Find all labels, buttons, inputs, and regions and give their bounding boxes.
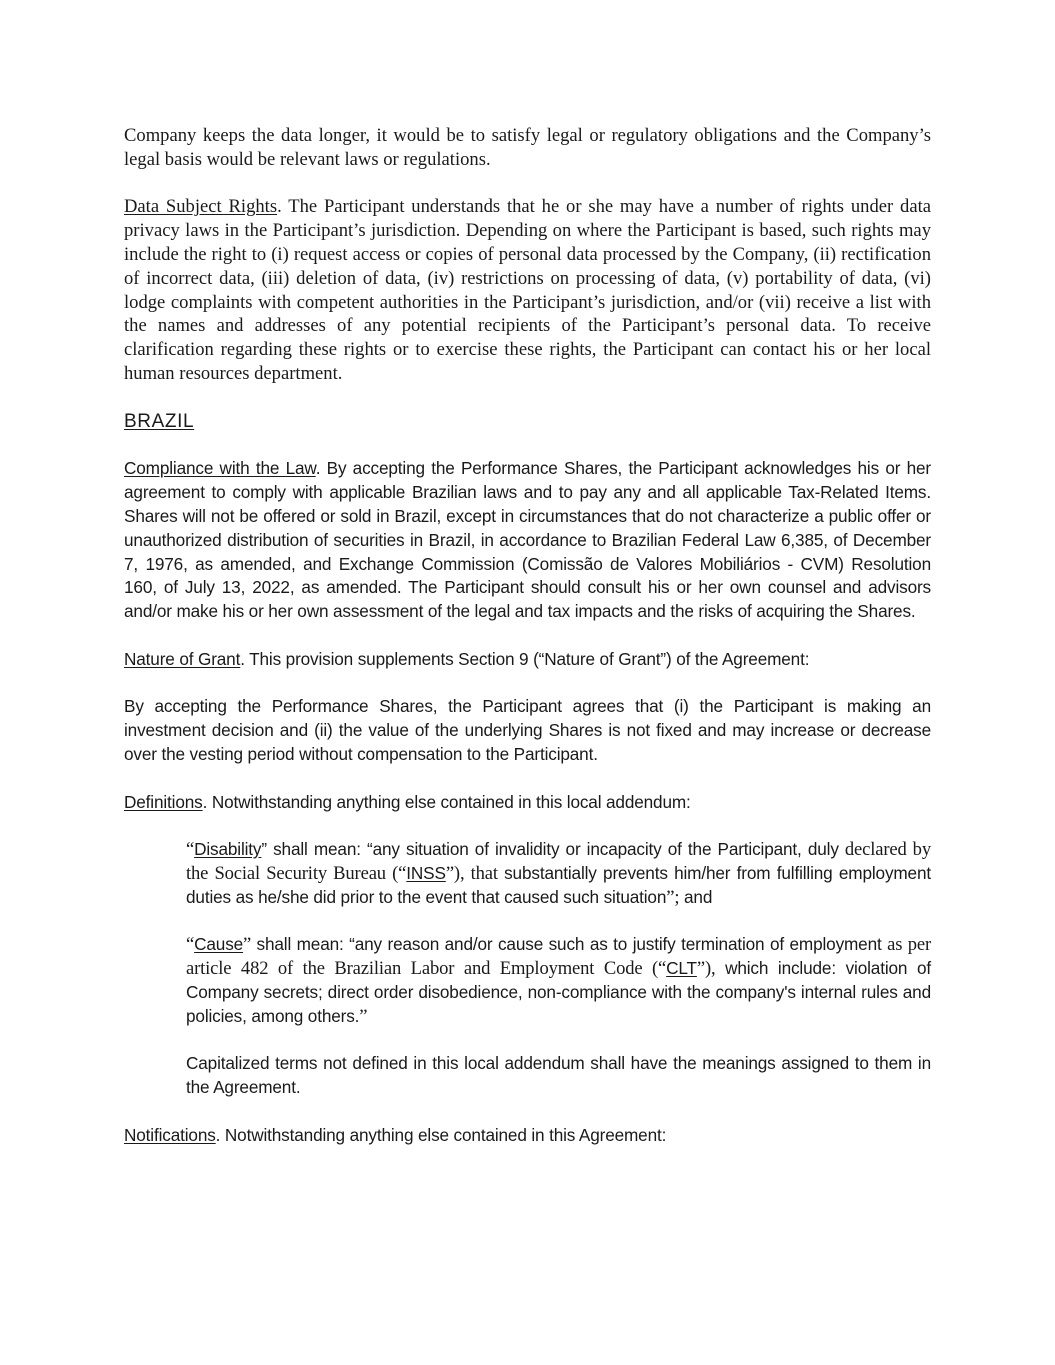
retention-text: Company keeps the data longer, it would be to satisfy legal or regulatory obligations and the Company’s legal basis would be relevant laws or regulations. [124, 125, 931, 170]
compliance-heading: Compliance with the Law [124, 458, 316, 479]
disability-definition [186, 838, 931, 909]
disability-part6: and [679, 886, 713, 907]
data-subject-rights-paragraph [124, 195, 931, 385]
nature-of-grant-body [124, 695, 931, 766]
disability-term: Disability [194, 839, 262, 860]
disability-part3: ”), that [445, 862, 505, 884]
cause-part1: ” [243, 934, 257, 956]
notifications-paragraph [124, 1124, 931, 1148]
country-heading-text: BRAZIL [124, 410, 195, 432]
cause-abbr: CLT [666, 958, 697, 979]
retention-paragraph [124, 124, 931, 172]
cause-definition [186, 933, 931, 1028]
compliance-text: . By accepting the Performance Shares, the Participant acknowledges his or her agreement to comply with applicable Brazilian laws and to pay any and all applicable Tax-Related Items. Shares will not be offered or sold in Brazil, except in circumstances that do not characterize a public offer or unauthorized distribution of securities in Brazil, in accordance to Brazilian Federal Law 6,385, of December 7, 1976, as amended, and Exchange Commission (Comissão de Valores Mobiliários - CVM) Resolution 160, of July 13, 2022, as amended. The Participant should consult his or her own counsel and advisors and/or make his or her own assessment of the legal and tax impacts and the risks of acquiring the Shares. [124, 458, 932, 622]
cause-term: Cause [194, 934, 244, 955]
disability-part1: ” shall mean: “any situation of invalidity or incapacity of the Participant, duly [261, 839, 845, 860]
disability-open-quote: “ [186, 839, 195, 861]
capitalized-terms-text: Capitalized terms not defined in this local addendum shall have the meanings assigned to them in the Agreement. [186, 1053, 931, 1098]
notifications-text: . Notwithstanding anything else contained in this Agreement: [215, 1124, 667, 1145]
definitions-heading: Definitions [124, 791, 203, 812]
cause-part4: ”), [696, 958, 726, 980]
cause-part6: ” [359, 1005, 368, 1027]
definitions-text: . Notwithstanding anything else contained in this local addendum: [202, 791, 691, 812]
compliance-paragraph [124, 457, 931, 624]
definitions-paragraph [124, 791, 931, 815]
disability-part5: ”; [666, 886, 680, 908]
disability-abbr: INSS [406, 862, 446, 883]
capitalized-terms-paragraph [186, 1052, 931, 1100]
cause-part5: which include: violation of Company secrets; direct order disobedience, non-compliance with the company's internal rules and policies, among others. [186, 958, 931, 1026]
nature-of-grant-heading: Nature of Grant [124, 648, 241, 669]
cause-open-quote: “ [186, 934, 195, 956]
document-page [124, 124, 931, 1147]
country-heading [124, 410, 931, 434]
data-subject-rights-heading: Data Subject Rights [124, 196, 278, 218]
nature-of-grant-paragraph [124, 648, 931, 672]
notifications-heading: Notifications [124, 1124, 216, 1145]
nature-of-grant-text: . This provision supplements Section 9 (“Nature of Grant”) of the Agreement: [240, 648, 810, 669]
data-subject-rights-text: . The Participant understands that he or she may have a number of rights under data privacy laws in the Participant’s jurisdiction. Depending on where the Participant is based, such rights may include the right to (i) request access or copies of personal data processed by the Company, (ii) rectification of incorrect data, (iii) deletion of data, (iv) restrictions on processing of data, (v) portability of data, (vi) lodge complaints with competent authorities in the Participant’s jurisdiction, and/or (vii) receive a list with the names and addresses of any potential recipients of the Participant’s personal data. To receive clarification regarding these rights or to exercise these rights, the Participant can contact his or her local human resources department. [124, 196, 931, 384]
cause-part3: as per article 482 of the Brazilian Labor and Employment Code (“ [186, 934, 931, 980]
disability-part4: substantially prevents him/her from fulfilling employment duties as he/she did prior to the event that caused such situation [186, 862, 931, 907]
disability-part2: declared by the Social Security Bureau (“ [186, 839, 931, 884]
cause-part2: shall mean: “any reason and/or cause such as to justify termination of employment [256, 934, 888, 955]
nature-of-grant-body-text: By accepting the Performance Shares, the Participant agrees that (i) the Participant is making an investment decision and (ii) the value of the underlying Shares is not fixed and may increase or decrease over the vesting period without compensation to the Participant. [124, 696, 931, 764]
